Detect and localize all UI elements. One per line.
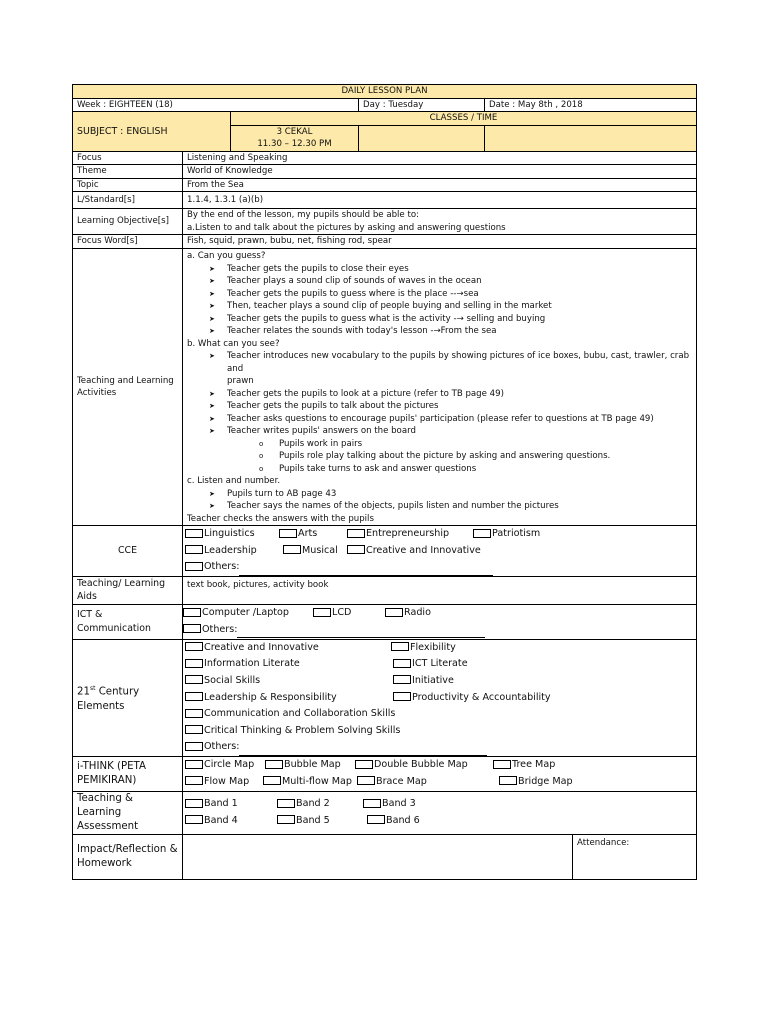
topic-value: From the Sea [183,178,697,192]
standard-label: L/Standard[s] [73,192,183,209]
list-item: ➤ Teacher gets the pupils to guess what is the activity -→ selling and buying [209,313,546,324]
plan-title: DAILY LESSON PLAN [73,85,697,99]
list-item: ➤ Teacher writes pupils' answers on the board [209,426,416,436]
focus-value: Listening and Speaking [183,151,697,165]
list-item: ➤ Teacher says the names of the objects, pupils listen and number the pictures [209,501,559,511]
activities-content [183,249,697,526]
option-label: Flow Map [204,775,250,787]
date-field: Date : May 8th , 2018 [485,98,697,112]
checkbox[interactable] [185,815,203,824]
list-item: ➤ Teacher gets the pupils to guess where is the place --→sea [209,288,479,299]
checkbox[interactable] [185,725,203,734]
checkbox[interactable] [185,692,203,701]
option-label: Communication and Collaboration Skills [204,708,396,720]
option-label: Patriotism [492,528,541,539]
class-slot-3 [485,125,697,151]
checkbox[interactable] [185,529,203,538]
checkbox[interactable] [347,529,365,538]
arrow-bullet-icon: ➤ [209,502,215,510]
ict-options [183,604,697,639]
option-label: Band 1 [204,798,238,810]
option-label: Leadership [204,544,257,556]
option-label: Linguistics [204,528,255,539]
impact-label: Impact/Reflection & Homework [73,834,183,879]
option-label: Multi-flow Map [282,775,352,787]
checkbox[interactable] [393,692,411,701]
option-label: Musical [302,544,338,556]
classes-time-heading: CLASSES / TIME [231,112,697,126]
list-item: ➤ Teacher gets the pupils to close their eyes [209,263,409,274]
option-label: Band 6 [386,814,420,826]
arrow-bullet-icon: ➤ [209,302,215,310]
checkbox[interactable] [499,776,517,785]
option-label: Others: [204,741,240,753]
cce-options [183,526,697,577]
checkbox[interactable] [393,675,411,684]
option-label: Double Bubble Map [374,759,468,771]
arrow-bullet-icon: ➤ [209,327,215,335]
list-item: ➤ Teacher asks questions to encourage pupils' participation (please refer to questions at TB page 49) [209,413,654,424]
checkbox[interactable] [263,776,281,785]
checkbox[interactable] [363,799,381,808]
week-field: Week : EIGHTEEN (18) [73,98,359,112]
focus-words-value: Fish, squid, prawn, bubu, net, fishing rod, spear [183,235,697,249]
closing-line: Teacher checks the answers with the pupils [187,513,374,524]
section-a-heading: a. Can you guess? [187,251,266,261]
checkbox[interactable] [185,709,203,718]
focus-label: Focus [73,151,183,165]
checkbox[interactable] [393,659,411,668]
checkbox[interactable] [185,799,203,808]
list-item: ➤ Teacher gets the pupils to talk about the pictures [209,401,439,411]
option-label: Band 5 [296,814,330,826]
option-label: Leadership & Responsibility [204,691,337,703]
circle-bullet-icon: o [259,452,264,460]
century-label: 21st Century Elements [73,639,183,756]
checkbox[interactable] [277,799,295,808]
checkbox[interactable] [313,608,331,617]
option-label: Circle Map [204,759,255,771]
arrow-bullet-icon: ➤ [209,289,215,298]
option-label: Brace Map [376,775,427,787]
sub-list-item: o Pupils role play talking about the picture by asking and answering questions. [259,451,611,461]
checkbox[interactable] [185,675,203,684]
arrow-bullet-icon: ➤ [209,427,215,435]
objective-label: Learning Objective[s] [73,209,183,235]
checkbox[interactable] [357,776,375,785]
option-label: Band 3 [382,798,416,810]
lesson-plan-document [72,84,696,880]
checkbox[interactable] [277,815,295,824]
option-label: Band 2 [296,798,330,810]
checkbox[interactable] [385,608,403,617]
topic-label: Topic [73,178,183,192]
arrow-bullet-icon: ➤ [209,264,215,273]
checkbox[interactable] [185,760,203,769]
assessment-options [183,791,697,834]
option-label: Bridge Map [518,775,573,787]
checkbox[interactable] [185,742,203,751]
arrow-bullet-icon: ➤ [209,352,215,360]
standard-value: 1.1.4, 1.3.1 (a)(b) [183,192,697,209]
list-item: ➤ Teacher plays a sound clip of sounds of waves in the ocean [209,276,482,286]
arrow-bullet-icon: ➤ [209,414,215,423]
arrow-bullet-icon: ➤ [209,314,215,323]
checkbox[interactable] [493,760,511,769]
focus-words-label: Focus Word[s] [73,235,183,249]
arrow-bullet-icon: ➤ [209,277,215,285]
lesson-plan-table [72,84,697,880]
option-label: Arts [298,528,318,539]
list-item: ➤ Pupils turn to AB page 43 [209,488,337,499]
list-item: ➤ Teacher introduces new vocabulary to the pupils by showing pictures of ice boxes, bubu, cast, trawler, crab and [209,351,690,374]
subject-field: SUBJECT : ENGLISH [73,112,231,152]
impact-field[interactable] [183,834,573,879]
list-item-continuation: prawn [227,376,254,386]
checkbox[interactable] [279,529,297,538]
option-label: Entrepreneurship [366,528,450,539]
option-label: Radio [404,607,431,619]
checkbox[interactable] [183,608,201,617]
circle-bullet-icon: o [259,439,264,448]
aids-label: Teaching/ Learning Aids [73,576,183,604]
arrow-bullet-icon: ➤ [209,389,215,398]
aids-value: text book, pictures, activity book [183,576,697,604]
attendance-field[interactable]: Attendance: [573,834,697,879]
option-label: LCD [332,607,352,619]
checkbox[interactable] [183,624,201,633]
checkbox[interactable] [473,529,491,538]
option-label: Information Literate [204,658,300,670]
checkbox[interactable] [367,815,385,824]
objective-line-1: By the end of the lesson, my pupils should be able to: [187,210,419,220]
option-label: ICT Literate [412,658,468,670]
list-item: ➤ Teacher relates the sounds with today's lesson -→From the sea [209,326,497,336]
others-line[interactable] [239,566,493,576]
option-label: Critical Thinking & Problem Solving Skills [204,724,401,736]
option-label: Social Skills [204,674,261,686]
sub-list-item: o Pupils work in pairs [259,438,363,449]
activities-label: Teaching and Learning Activities [73,249,183,526]
list-item: ➤ Teacher gets the pupils to look at a picture (refer to TB page 49) [209,388,504,399]
option-label: Others: [204,561,240,573]
others-line[interactable] [237,628,485,638]
checkbox[interactable] [185,776,203,785]
checkbox[interactable] [355,760,373,769]
checkbox[interactable] [185,642,203,651]
sub-list-item: o Pupils take turns to ask and answer questions [259,463,477,474]
checkbox[interactable] [347,545,365,554]
class-name: 3 CEKAL [276,126,313,137]
checkbox[interactable] [283,545,301,554]
option-label: Creative and Innovative [204,641,319,653]
ithink-label: i-THINK (PETA PEMIKIRAN) [73,756,183,791]
cce-label: CCE [73,526,183,577]
option-label: Others: [202,623,238,635]
class-time: 11.30 – 12.30 PM [257,139,332,149]
checkbox[interactable] [391,642,409,651]
checkbox[interactable] [265,760,283,769]
checkbox[interactable] [185,562,203,571]
theme-label: Theme [73,165,183,179]
checkbox[interactable] [185,659,203,668]
list-item: ➤ Then, teacher plays a sound clip of people buying and selling in the market [209,301,552,311]
arrow-bullet-icon: ➤ [209,402,215,410]
arrow-bullet-icon: ➤ [209,489,215,498]
objective-value [183,209,697,235]
option-label: Initiative [412,674,454,686]
checkbox[interactable] [185,545,203,554]
class-slot-2 [359,125,485,151]
day-field: Day : Tuesday [359,98,485,112]
section-b-heading: b. What can you see? [187,338,280,349]
circle-bullet-icon: o [259,464,264,473]
option-label: Band 4 [204,814,238,826]
option-label: Creative and Innovative [366,544,481,556]
ithink-options [183,756,697,791]
class-slot-1 [231,125,359,151]
option-label: Productivity & Accountability [412,691,551,703]
century-options [183,639,697,756]
objective-line-2: a.Listen to and talk about the pictures by asking and answering questions [187,222,506,233]
others-line[interactable] [239,746,487,756]
assessment-label: Teaching & Learning Assessment [73,791,183,834]
option-label: Flexibility [410,641,456,653]
option-label: Bubble Map [284,759,341,771]
theme-value: World of Knowledge [183,165,697,179]
ict-label: ICT & Communication [73,604,183,639]
option-label: Tree Map [512,759,556,771]
section-c-heading: c. Listen and number. [187,476,281,486]
option-label: Computer /Laptop [202,607,290,619]
